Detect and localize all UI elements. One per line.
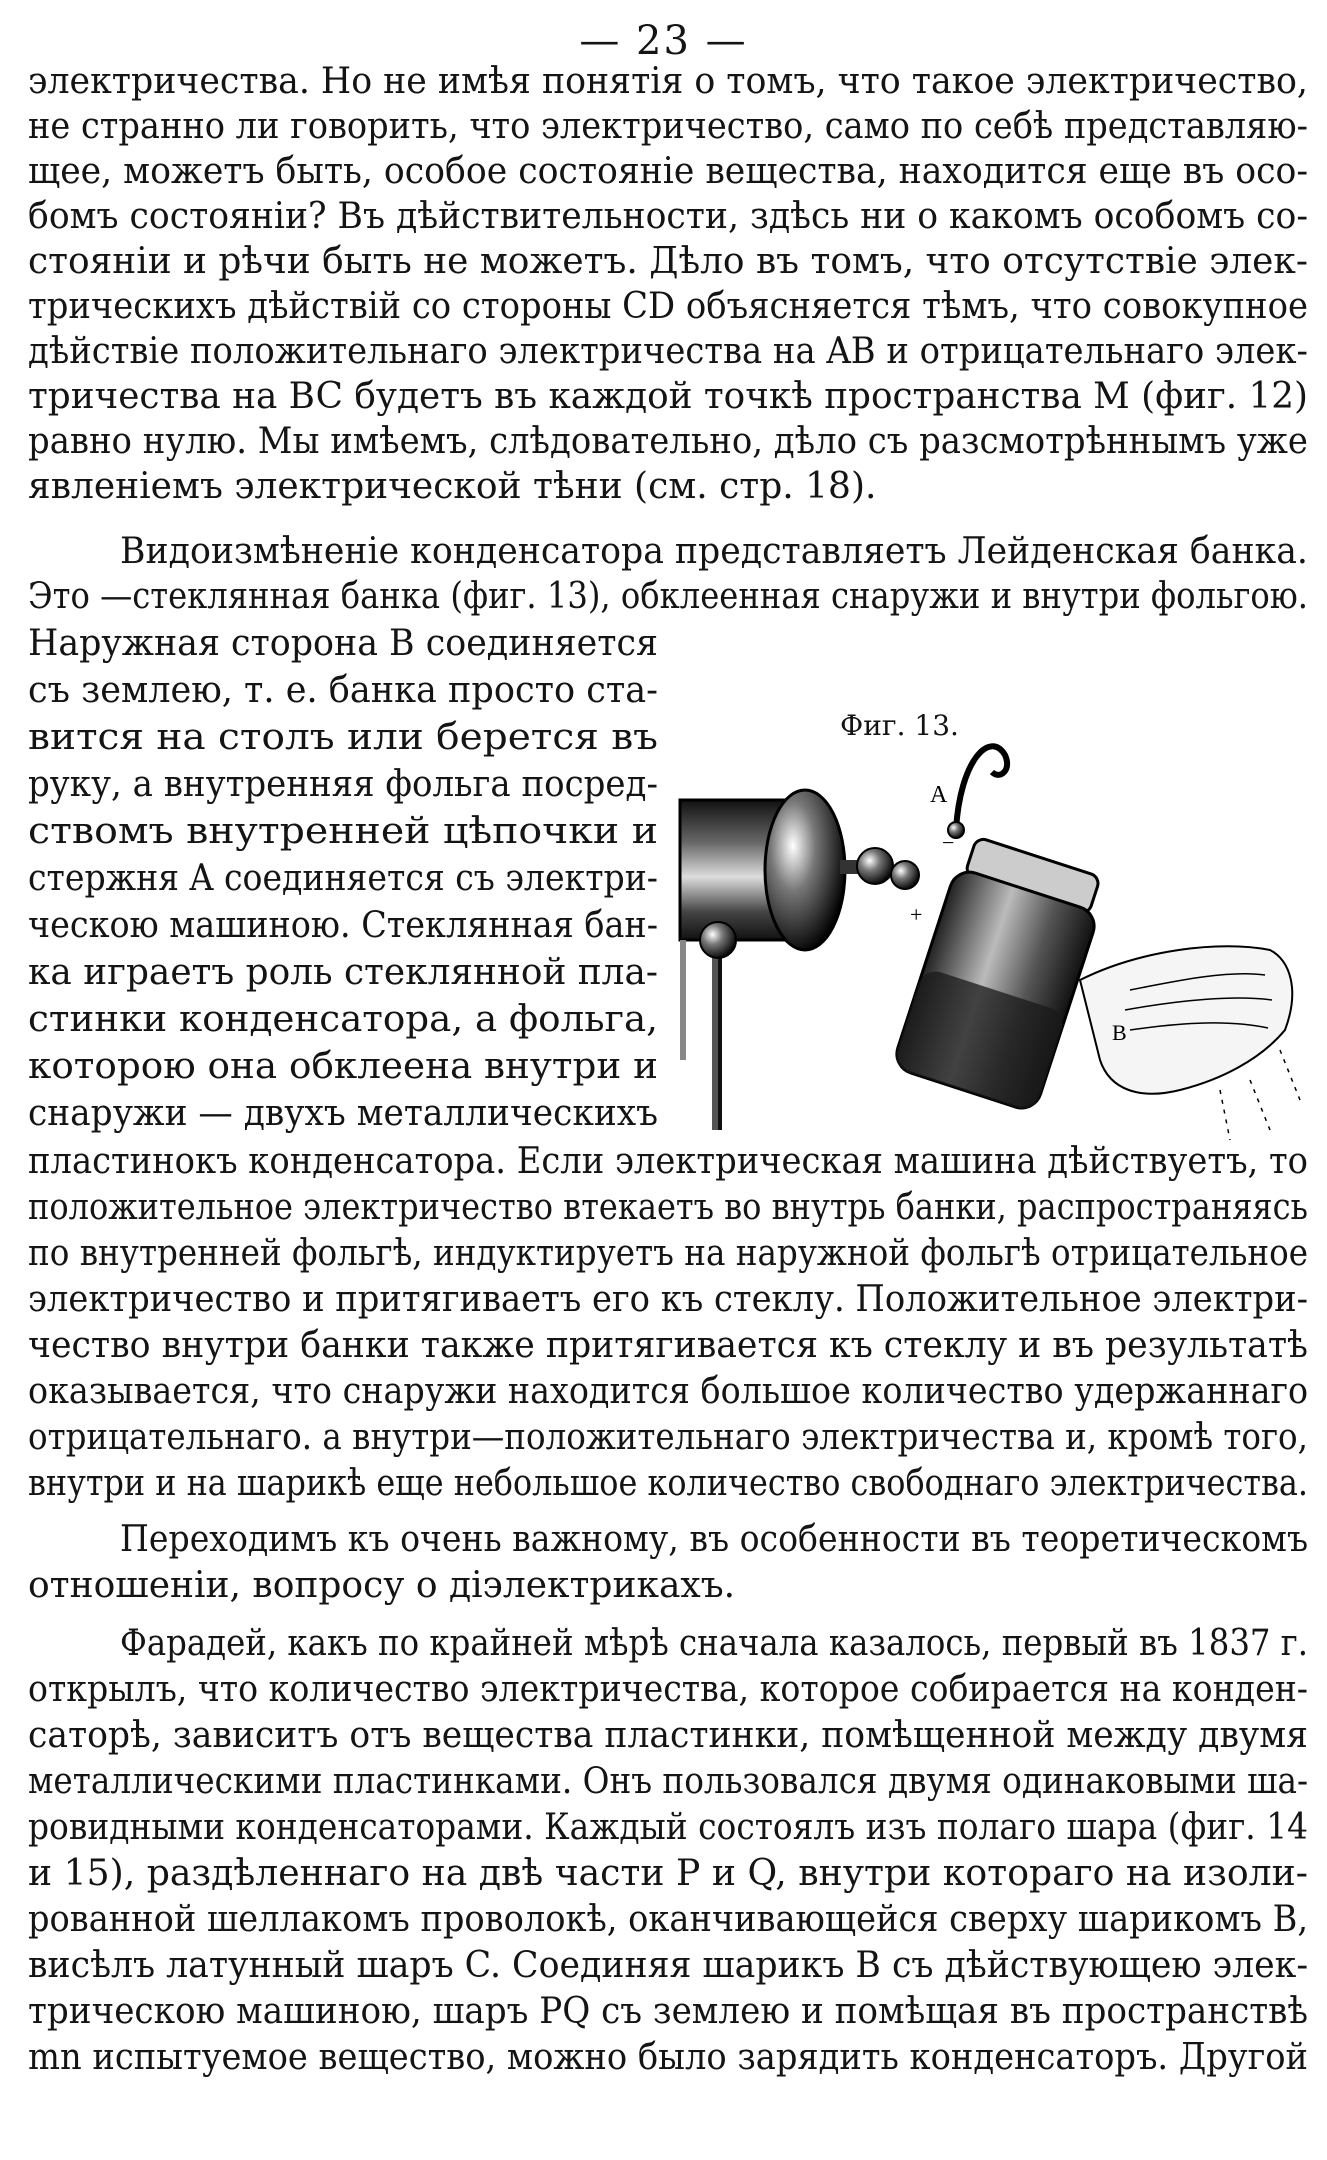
text-line: равно нулю. Мы имѣемъ, слѣдовательно, дѣло съ разсмотрѣннымъ уже bbox=[28, 421, 1308, 462]
text-line: Наружная сторона B соединяется bbox=[28, 623, 659, 664]
text-line: щее, можетъ быть, особое состояніе вещества, находится еще въ осо- bbox=[28, 151, 1309, 192]
text-line: внутри и на шарикѣ еще небольшое количество свободнаго электричества. bbox=[28, 1463, 1308, 1504]
text-line: тричества на BC будетъ въ каждой точкѣ пространства M (фиг. 12) bbox=[28, 376, 1309, 417]
text-line: ровидными конденсаторами. Каждый состоялъ изъ полаго шара (фиг. 14 bbox=[28, 1807, 1309, 1848]
page-number: — 23 — bbox=[579, 18, 748, 64]
text-line: ка играетъ роль стеклянной пла- bbox=[28, 952, 659, 993]
text-line: снаружи — двухъ металлическихъ bbox=[28, 1093, 659, 1134]
text-line: положительное электричество втекаетъ во внутрь банки, распространяясь bbox=[28, 1187, 1308, 1228]
text-line: рованной шеллакомъ проволокѣ, оканчивающейся сверху шарикомъ B, bbox=[28, 1899, 1309, 1940]
text-line: бомъ состояніи? Въ дѣйствительности, здѣсь ни о какомъ особомъ со- bbox=[28, 196, 1309, 237]
text-line: которою она обклеена внутри и bbox=[28, 1046, 658, 1087]
figure-caption: Фиг. 13. bbox=[840, 709, 959, 742]
text-line: электричество и притягиваетъ его къ стеклу. Положительное электри- bbox=[28, 1279, 1309, 1320]
text-line: Видоизмѣненіе конденсатора представляетъ Лейденская банка. bbox=[120, 531, 1308, 572]
text-line: явленіемъ электрической тѣни (см. стр. 18). bbox=[28, 466, 877, 507]
text-line: оказывается, что снаружи находится большое количество удержаннаго bbox=[28, 1371, 1309, 1412]
text-line: вится на столъ или берется въ bbox=[28, 717, 659, 758]
text-line: отношеніи, вопросу о діэлектрикахъ. bbox=[28, 1565, 736, 1606]
text-line: не странно ли говорить, что электричество, само по себѣ представляю- bbox=[28, 106, 1308, 147]
text-line: электричества. Но не имѣя понятія о томъ, что такое электричество, bbox=[28, 61, 1308, 102]
leyden-jar-figure bbox=[660, 700, 1310, 1170]
label-a: A bbox=[930, 782, 948, 808]
text-line: дѣйствіе положительнаго электричества на AB и отрицательнаго элек- bbox=[28, 331, 1308, 372]
text-line: ческою машиною. Стеклянная бан- bbox=[28, 905, 658, 946]
text-line: пластинокъ конденсатора. Если электрическая машина дѣйствуетъ, то bbox=[28, 1141, 1309, 1182]
text-line: по внутренней фольгѣ, индуктируетъ на наружной фольгѣ отрицательное bbox=[28, 1233, 1309, 1274]
text-line: Это —стеклянная банка (фиг. 13), обклеенная снаружи и внутри фольгою. bbox=[28, 576, 1309, 617]
jar-rod bbox=[956, 746, 1007, 830]
text-line: Фарадей, какъ по крайней мѣрѣ сначала казалось, первый въ 1837 г. bbox=[120, 1623, 1309, 1664]
text-line: и 15), раздѣленнаго на двѣ части P и Q, внутри котораго на изоли- bbox=[28, 1853, 1308, 1894]
text-line: металлическими пластинками. Онъ пользовался двумя одинаковыми ша- bbox=[28, 1761, 1309, 1802]
text-line: отрицательнаго. а внутри—положительнаго электричества и, кромѣ того, bbox=[28, 1417, 1308, 1458]
text-line: саторѣ, зависитъ отъ вещества пластинки, помѣщенной между двумя bbox=[28, 1715, 1308, 1756]
text-line: Переходимъ къ очень важному, въ особенности въ теоретическомъ bbox=[120, 1519, 1309, 1560]
label-plus: + bbox=[910, 902, 923, 927]
text-line: съ землею, т. е. банка просто ста- bbox=[28, 670, 658, 711]
conductor-end bbox=[765, 790, 845, 950]
text-line: ствомъ внутренней цѣпочки и bbox=[28, 811, 658, 852]
text-line: руку, а внутренняя фольга посред- bbox=[28, 764, 658, 805]
text-line: стинки конденсатора, а фольга, bbox=[28, 999, 659, 1040]
text-line: висѣлъ латунный шаръ C. Соединяя шарикъ B съ дѣйствующею элек- bbox=[28, 1945, 1309, 1986]
terminal-ball bbox=[891, 861, 919, 889]
text-line: mn испытуемое вещество, можно было зарядить конденсаторъ. Другой bbox=[28, 2037, 1309, 2078]
text-line: трическихъ дѣйствій со стороны CD объясняется тѣмъ, что совокупное bbox=[28, 286, 1308, 327]
text-line: стержня A соединяется съ электри- bbox=[28, 858, 659, 899]
text-line: трическою машиною, шаръ PQ съ землею и помѣщая въ пространствѣ bbox=[28, 1991, 1309, 2032]
label-minus: − bbox=[942, 830, 955, 855]
label-b: B bbox=[1112, 1020, 1127, 1045]
discharge-ball bbox=[857, 848, 893, 884]
text-line: открылъ, что количество электричества, которое собирается на конден- bbox=[28, 1669, 1309, 1710]
text-line: чество внутри банки также притягивается къ стеклу и въ результатѣ bbox=[28, 1325, 1308, 1366]
text-line: стояніи и рѣчи быть не можетъ. Дѣло въ томъ, что отсутствіе элек- bbox=[28, 241, 1308, 282]
